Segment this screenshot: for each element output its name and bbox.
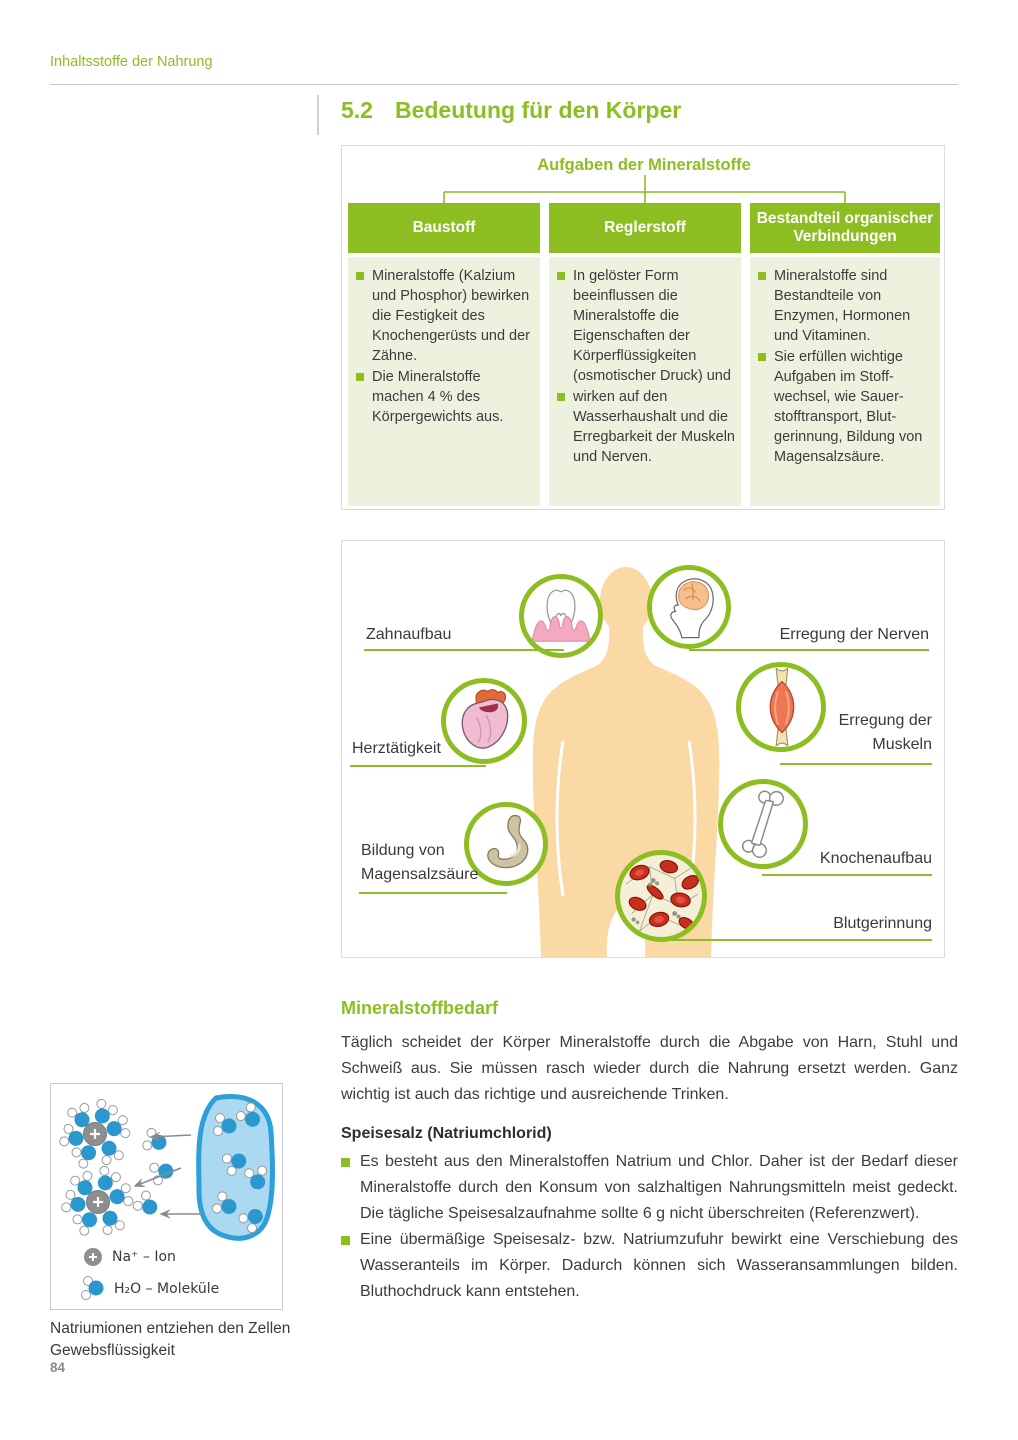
label-blutgerinnung: Blutgerinnung	[833, 915, 932, 932]
speisesalz-bullet-list	[341, 1149, 958, 1305]
orgchart-header-reglerstoff: Reglerstoff	[549, 203, 741, 253]
leader-line	[780, 763, 932, 765]
minerals-orgchart	[341, 145, 945, 510]
running-header: Inhaltsstoffe der Nahrung	[50, 54, 213, 70]
orgchart-header-bestandteil: Bestandteil organischer Verbindungen	[750, 203, 940, 253]
bullet-square-icon	[557, 393, 565, 401]
bullet-square-icon	[356, 272, 364, 280]
bullet-square-icon	[341, 1158, 350, 1167]
legend-ion-row	[83, 1247, 176, 1267]
orgchart-column-bestandteil	[750, 257, 940, 506]
sodium-cell-figure	[50, 1083, 283, 1310]
bullet-square-icon	[341, 1236, 350, 1245]
list-item	[758, 347, 934, 467]
leader-line	[672, 939, 932, 941]
sodium-ion-icon	[83, 1247, 103, 1267]
label-erregung-nerven: Erregung der Nerven	[779, 626, 929, 643]
list-item	[557, 387, 735, 467]
orgchart-title: Aufgaben der Mineralstoffe	[537, 156, 751, 174]
list-item	[341, 1149, 958, 1227]
bullet-square-icon	[557, 272, 565, 280]
page-number: 84	[50, 1360, 66, 1375]
label-knochenaufbau: Knochenaufbau	[819, 850, 932, 867]
bullet-square-icon	[356, 373, 364, 381]
section-number: 5.2	[341, 97, 373, 123]
leader-line	[762, 874, 932, 876]
body-functions-figure	[341, 540, 945, 958]
figure-caption: Natriumionen entziehen den Zellen Gewebsflüssigkeit	[50, 1320, 291, 1359]
sodium-cell-diagram	[51, 1084, 282, 1244]
label-magensalzsaeure: Bildung von Magensalzsäure	[361, 842, 479, 883]
list-item-text: Die Mineralstoffe machen 4 % des Körpergewichts aus.	[372, 369, 504, 425]
label-zahnaufbau: Zahnaufbau	[366, 626, 452, 643]
mineralstoffbedarf-heading: Mineralstoffbedarf	[341, 998, 499, 1018]
list-item-text: wirken auf den Wasserhaushalt und die Erregbarkeit der Muskeln und Nerven.	[573, 389, 735, 465]
list-item	[356, 266, 534, 366]
list-item	[356, 367, 534, 427]
orgchart-header-baustoff: Baustoff	[348, 203, 540, 253]
water-molecule-icon	[81, 1276, 105, 1302]
list-item-text: Eine übermäßige Speisesalz- bzw. Natriumzufuhr bewirkt eine Verschiebung des Wasseranteils im Körper. Dadurch können sich Wasseransammlungen bilden. Bluthochdruck kann entstehen.	[360, 1231, 958, 1300]
legend-ion-label: Na⁺ – Ion	[112, 1249, 176, 1265]
label-herztaetigkeit: Herztätigkeit	[352, 740, 441, 757]
label-erregung-muskeln: Erregung der Muskeln	[838, 712, 932, 753]
list-item-text: Mineralstoffe sind Bestandteile von Enzymen, Hormonen und Vitaminen.	[774, 268, 911, 344]
orgchart-connector-lines	[342, 174, 946, 204]
section-title-text: Bedeutung für den Körper	[394, 97, 682, 123]
list-item-text: Es besteht aus den Mineralstoffen Natrium und Chlor. Daher ist der Bedarf dieser Mineralstoffe durch den Konsum von salzhaltigen Nahrungsmitteln meist gedeckt. Die tägliche Speisesalzaufnahme sollte 6 g nicht überschreiten (Referenzwert).	[360, 1153, 958, 1222]
section-divider-tick	[317, 95, 319, 135]
list-item-text: Mineralstoffe (Kalzium und Phosphor) bewirken die Festigkeit des Knochengerüsts und der Zähne.	[372, 268, 530, 364]
bullet-square-icon	[758, 353, 766, 361]
orgchart-column-reglerstoff	[549, 257, 741, 506]
bullet-square-icon	[758, 272, 766, 280]
leader-line	[364, 649, 564, 651]
legend-water-label: H₂O – Moleküle	[114, 1281, 220, 1297]
page-title	[341, 97, 681, 124]
leader-line	[689, 649, 929, 651]
list-item	[341, 1227, 958, 1305]
list-item	[557, 266, 735, 386]
list-item-text: Sie erfüllen wichtige Aufgaben im Stoffwechsel, wie Sauerstofftransport, Blutgerinnung, Bildung von Magensalzsäure.	[774, 349, 923, 465]
leader-line	[350, 765, 486, 767]
list-item-text: In gelöster Form beeinflussen die Mineralstoffe die Eigenschaften der Körperflüssigkeiten (osmotischer Druck) und	[573, 268, 731, 384]
mineralstoffbedarf-paragraph: Täglich scheidet der Körper Mineralstoffe durch die Abgabe von Harn, Stuhl und Schweiß aus. Sie müssen rasch wieder durch die Nahrung ersetzt werden. Ganz wichtig ist auch das richtige und ausreichende Trinken.	[341, 1034, 958, 1103]
orgchart-column-baustoff	[348, 257, 540, 506]
header-rule	[50, 84, 958, 85]
speisesalz-subheading: Speisesalz (Natriumchlorid)	[341, 1125, 552, 1142]
legend-water-row	[81, 1276, 219, 1302]
list-item	[758, 266, 934, 346]
leader-line	[359, 892, 507, 894]
